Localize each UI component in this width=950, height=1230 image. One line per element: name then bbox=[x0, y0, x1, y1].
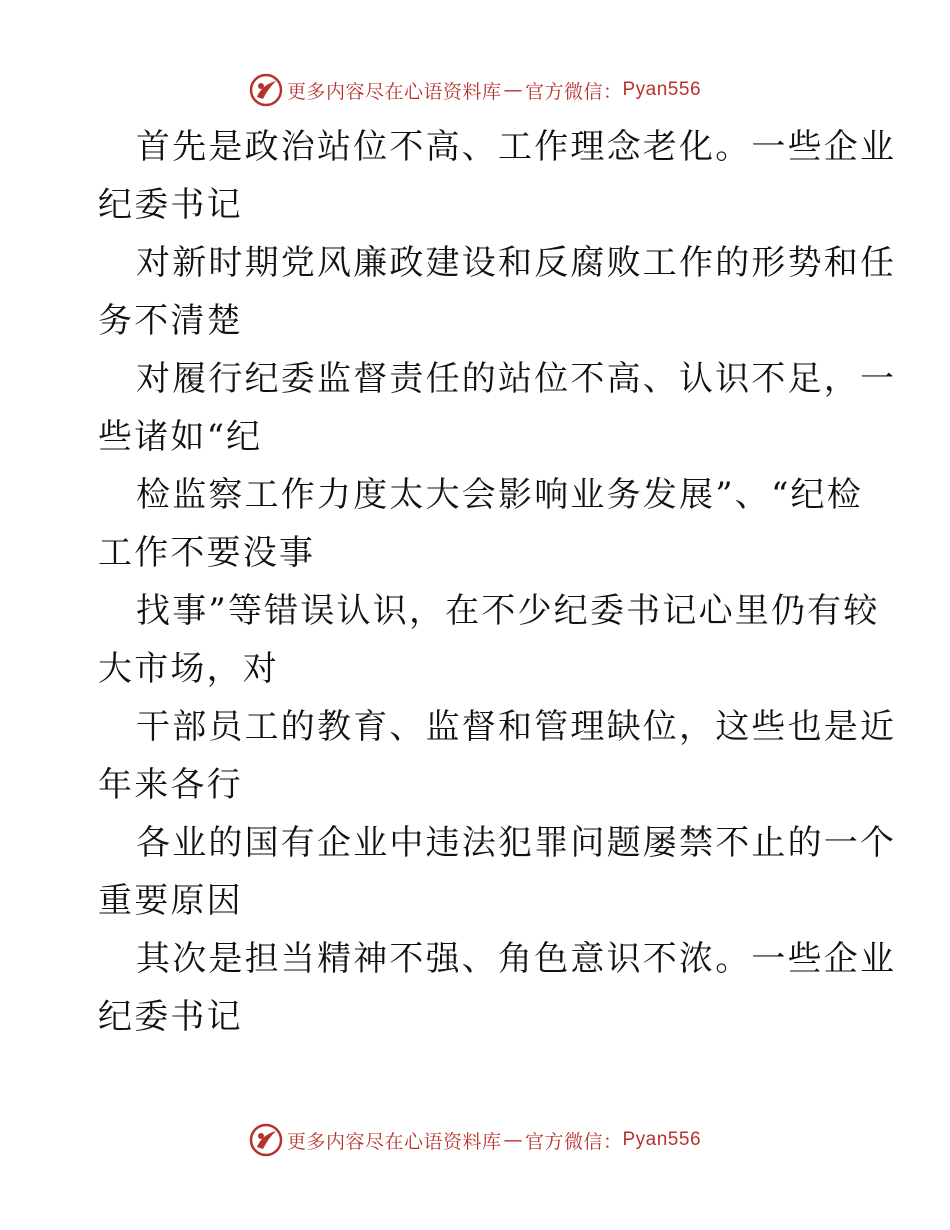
paragraph bbox=[98, 350, 897, 466]
paragraph-line: 首先是政治站位不高、工作理念老化。一些企业 bbox=[136, 127, 897, 167]
paragraph-line: 大市场，对 bbox=[98, 649, 279, 689]
paragraph-line: 纪委书记 bbox=[98, 185, 243, 225]
paragraph bbox=[98, 234, 897, 350]
logo-icon bbox=[249, 73, 283, 107]
paragraph bbox=[98, 582, 880, 698]
header-contact: 官方微信： bbox=[524, 80, 623, 103]
logo-icon bbox=[249, 1123, 283, 1157]
footer-text: 更多内容尽在心语资料库 bbox=[286, 1130, 502, 1153]
paragraph-line: 对新时期党风廉政建设和反腐败工作的形势和任 bbox=[136, 243, 897, 283]
paragraph bbox=[98, 698, 897, 814]
footer-contact: 官方微信： bbox=[524, 1130, 623, 1153]
paragraph bbox=[98, 930, 897, 1046]
paragraph-line: 对履行纪委监督责任的站位不高、认识不足，一 bbox=[136, 359, 897, 399]
document-body bbox=[98, 118, 897, 1046]
paragraph-line: 些诸如“纪 bbox=[98, 417, 263, 457]
footer-handle: Pyan556 bbox=[622, 1129, 702, 1150]
footer-separator: — bbox=[503, 1129, 523, 1151]
paragraph-line: 其次是担当精神不强、角色意识不浓。一些企业 bbox=[136, 939, 897, 979]
paragraph-line: 工作不要没事 bbox=[98, 533, 316, 573]
footer-banner bbox=[0, 1120, 950, 1160]
paragraph-line: 纪委书记 bbox=[98, 997, 243, 1037]
paragraph bbox=[98, 814, 897, 930]
header-handle: Pyan556 bbox=[622, 79, 702, 100]
paragraph bbox=[98, 466, 863, 582]
paragraph-line: 年来各行 bbox=[98, 765, 243, 805]
paragraph-line: 各业的国有企业中违法犯罪问题屡禁不止的一个 bbox=[136, 823, 897, 863]
paragraph-line: 务不清楚 bbox=[98, 301, 243, 341]
header-banner bbox=[0, 70, 950, 110]
paragraph-line: 找事”等错误认识，在不少纪委书记心里仍有较 bbox=[136, 591, 880, 631]
header-separator: — bbox=[503, 79, 523, 101]
paragraph-line: 干部员工的教育、监督和管理缺位，这些也是近 bbox=[136, 707, 897, 747]
header-text: 更多内容尽在心语资料库 bbox=[286, 80, 502, 103]
paragraph-line: 检监察工作力度太大会影响业务发展”、“纪检 bbox=[136, 475, 863, 515]
paragraph-line: 重要原因 bbox=[98, 881, 243, 921]
paragraph bbox=[98, 118, 897, 234]
